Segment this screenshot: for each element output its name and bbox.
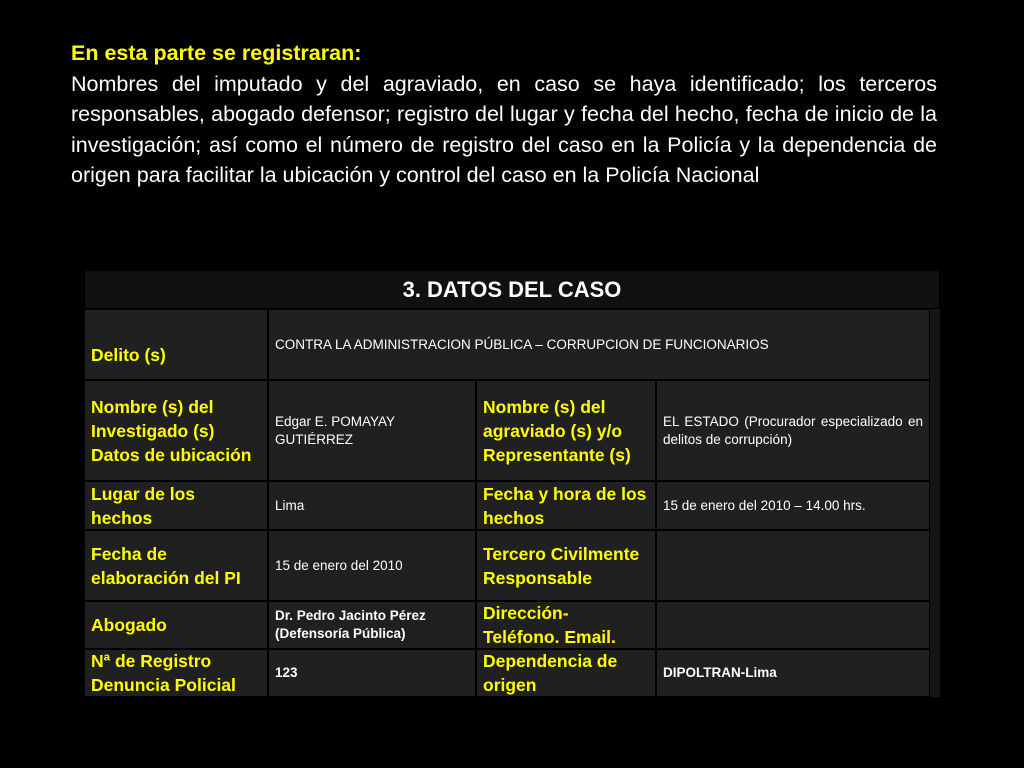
fecha-hechos-label: Fecha y hora de los hechos <box>476 481 656 530</box>
abogado-value: Dr. Pedro Jacinto Pérez (Defensoría Pública) <box>268 601 476 649</box>
delito-value: CONTRA LA ADMINISTRACION PÚBLICA – CORRUPCION DE FUNCIONARIOS <box>268 309 930 380</box>
intro-body: Nombres del imputado y del agraviado, en caso se haya identificado; los terceros responsables, abogado defensor; registro del lugar y fecha del hecho, fecha de inicio de la investigación; así como el número de registro del caso en la Policía y la dependencia de origen para facilitar la ubicación y control del caso en la Policía Nacional <box>71 71 937 187</box>
fecha-pi-value: 15 de enero del 2010 <box>268 530 476 601</box>
intro-text-block <box>71 38 937 191</box>
table-title: 3. DATOS DEL CASO <box>84 270 940 309</box>
intro-heading: En esta parte se registraran: <box>71 41 362 65</box>
direccion-label: Dirección- Teléfono. Email. <box>476 601 656 649</box>
fecha-hechos-value: 15 de enero del 2010 – 14.00 hrs. <box>656 481 930 530</box>
lugar-label: Lugar de los hechos <box>84 481 268 530</box>
registro-value: 123 <box>268 649 476 697</box>
agraviado-label: Nombre (s) del agraviado (s) y/o Representante (s) <box>476 380 656 481</box>
investigado-label: Nombre (s) del Investigado (s) Datos de ubicación <box>84 380 268 481</box>
dependencia-value: DIPOLTRAN-Lima <box>656 649 930 697</box>
dependencia-label: Dependencia de origen <box>476 649 656 697</box>
tercero-value <box>656 530 930 601</box>
agraviado-value-text: EL ESTADO (Procurador especializado en delitos de corrupción) <box>663 413 923 447</box>
abogado-label: Abogado <box>84 601 268 649</box>
lugar-value: Lima <box>268 481 476 530</box>
agraviado-value <box>656 380 930 481</box>
tercero-label: Tercero Civilmente Responsable <box>476 530 656 601</box>
delito-label: Delito (s) <box>84 309 268 380</box>
direccion-value <box>656 601 930 649</box>
registro-label: Nª de Registro Denuncia Policial <box>84 649 268 697</box>
fecha-pi-label: Fecha de elaboración del PI <box>84 530 268 601</box>
investigado-value: Edgar E. POMAYAY GUTIÉRREZ <box>268 380 476 481</box>
table-side-strip <box>930 309 940 697</box>
